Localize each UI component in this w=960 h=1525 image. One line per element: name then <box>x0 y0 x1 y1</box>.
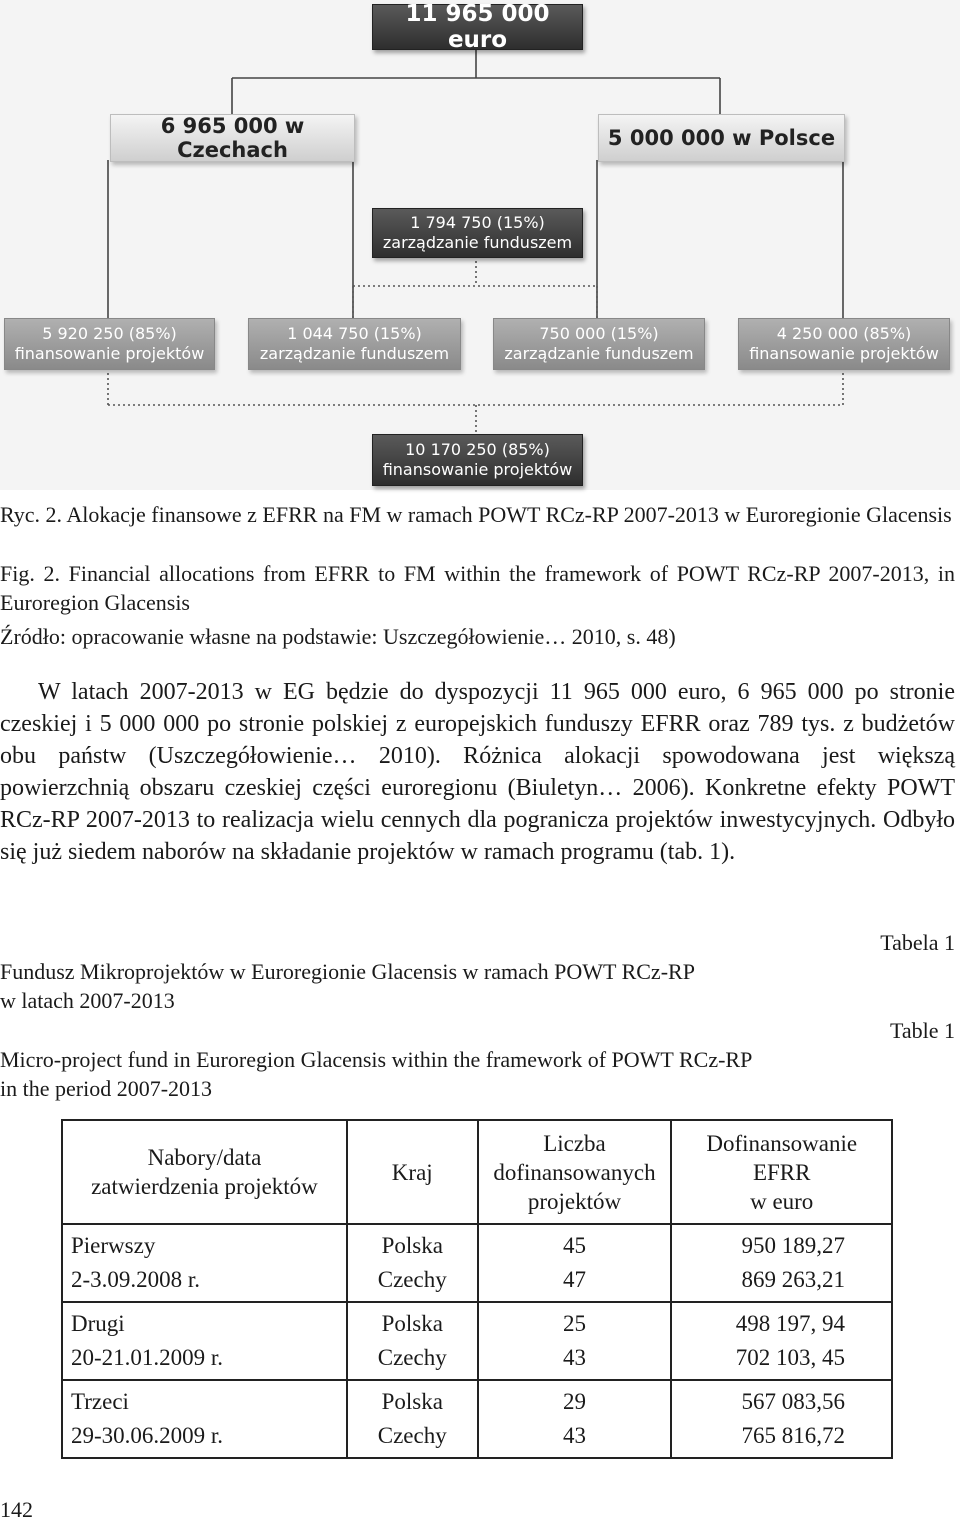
call-date: 2-3.09.2008 r. <box>71 1267 201 1292</box>
figure-source: Źródło: opracowanie własne na podstawie: Uszczegółowienie… 2010, s. 48) <box>0 624 676 649</box>
management-total-label: zarządzanie funduszem <box>382 233 573 252</box>
czech-allocation-label: 6 965 000 w Czechach <box>160 114 305 162</box>
count-value: 25 <box>562 1311 586 1336</box>
count-value: 29 <box>562 1389 586 1414</box>
poland-allocation-box <box>598 114 845 162</box>
poland-management-amount: 750 000 (15%) <box>539 324 659 343</box>
poland-management-label: zarządzanie funduszem <box>504 344 694 363</box>
czech-allocation-box <box>110 114 355 162</box>
micro-project-table <box>61 1119 893 1459</box>
count-cell <box>478 1224 672 1302</box>
header-funding-line3: w euro <box>750 1188 814 1214</box>
czech-management-amount: 1 044 750 (15%) <box>287 324 422 343</box>
table-title-en-line1: Micro-project fund in Euroregion Glacensis within the framework of POWT RCz-RP <box>0 1047 753 1072</box>
country-cell <box>347 1380 478 1458</box>
header-funding-line2: EFRR <box>752 1159 811 1185</box>
table-label-pl: Tabela 1 <box>880 930 955 955</box>
poland-allocation-label: 5 000 000 w Polsce <box>607 126 836 150</box>
amount-cell <box>671 1224 892 1302</box>
header-calls-dates <box>62 1120 347 1224</box>
country-cell <box>347 1224 478 1302</box>
table-header-row <box>62 1120 892 1224</box>
country-value: Czechy <box>377 1345 447 1370</box>
country-value: Polska <box>381 1233 443 1258</box>
table-row <box>62 1302 892 1380</box>
table-label-en: Table 1 <box>889 1018 955 1043</box>
call-cell <box>62 1302 347 1380</box>
count-cell <box>478 1302 672 1380</box>
poland-management-box <box>493 318 705 370</box>
call-date: 20-21.01.2009 r. <box>71 1345 224 1370</box>
call-date: 29-30.06.2009 r. <box>71 1423 224 1448</box>
count-value: 43 <box>562 1423 586 1448</box>
header-calls-line2: zatwierdzenia projektów <box>91 1174 318 1199</box>
page-number: 142 <box>0 1497 33 1522</box>
management-total-box <box>372 208 583 258</box>
country-value: Czechy <box>377 1423 447 1448</box>
figure-caption-en: Fig. 2. Financial allocations from EFRR to FM within the framework of POWT RCz-RP 2007-2013, in Euroregion Glacensis <box>0 561 955 615</box>
call-cell <box>62 1380 347 1458</box>
table-title-pl-line2: w latach 2007-2013 <box>0 988 175 1013</box>
amount-value: 765 816,72 <box>741 1423 845 1448</box>
figure-caption-pl: Ryc. 2. Alokacje finansowe z EFRR na FM w ramach POWT RCz-RP 2007-2013 w Euroregionie Glacensis <box>0 502 952 527</box>
header-funding-line1: Dofinansowanie <box>706 1130 858 1156</box>
amount-value: 567 083,56 <box>741 1389 845 1414</box>
header-count-line1: Liczba <box>543 1130 606 1156</box>
call-name: Drugi <box>71 1311 125 1336</box>
projects-total-label: finansowanie projektów <box>382 460 573 479</box>
header-count-line2: dofinansowanych <box>493 1159 656 1185</box>
country-value: Czechy <box>377 1267 447 1292</box>
czech-projects-label: finansowanie projektów <box>14 344 205 363</box>
projects-total-box <box>372 434 583 486</box>
count-cell <box>478 1380 672 1458</box>
count-value: 47 <box>562 1267 586 1292</box>
count-value: 45 <box>562 1233 586 1258</box>
amount-value: 702 103, 45 <box>735 1345 845 1370</box>
projects-total-amount: 10 170 250 (85%) <box>405 440 550 459</box>
czech-management-box <box>248 318 461 370</box>
call-cell <box>62 1224 347 1302</box>
amount-value: 950 189,27 <box>741 1233 845 1258</box>
amount-value: 869 263,21 <box>741 1267 845 1292</box>
body-paragraph: W latach 2007-2013 w EG będzie do dyspozycji 11 965 000 euro, 6 965 000 po stronie czeskiej i 5 000 000 po stronie polskiej z europejskich funduszy EFRR oraz 789 tys. z budżetów obu państw (Uszczegółowienie… 2010). Różnica alokacji spowodowana jest większą powierzchnią obszaru czeskiej części euroregionu (Biuletyn… 2006). Konkretne efekty POWT RCz-RP 2007-2013 to realizacja wielu cennych dla pogranicza projektów inwestycyjnych. Odbyło się już siedem naborów na składanie projektów w ramach programu (tab. 1). <box>0 679 955 865</box>
table-title-en-line2: in the period 2007-2013 <box>0 1076 213 1101</box>
call-name: Trzeci <box>71 1389 129 1414</box>
header-country-line1: Kraj <box>391 1159 433 1185</box>
allocation-diagram <box>0 0 960 490</box>
amount-cell <box>671 1302 892 1380</box>
header-project-count <box>478 1120 672 1224</box>
country-value: Polska <box>381 1389 443 1414</box>
table-row <box>62 1380 892 1458</box>
amount-value: 498 197, 94 <box>735 1311 845 1336</box>
header-count-line3: projektów <box>527 1188 622 1214</box>
country-value: Polska <box>381 1311 443 1336</box>
count-value: 43 <box>562 1345 586 1370</box>
poland-projects-amount: 4 250 000 (85%) <box>776 324 912 343</box>
czech-projects-box <box>4 318 215 370</box>
czech-management-label: zarządzanie funduszem <box>259 344 450 363</box>
header-calls-line1: Nabory/data <box>147 1145 262 1170</box>
czech-projects-amount: 5 920 250 (85%) <box>42 324 177 343</box>
table-row <box>62 1224 892 1302</box>
call-name: Pierwszy <box>71 1233 156 1258</box>
amount-cell <box>671 1380 892 1458</box>
header-country <box>347 1120 478 1224</box>
header-funding <box>671 1120 892 1224</box>
root-total-label: 11 965 000 euro <box>405 1 550 53</box>
poland-projects-box <box>738 318 950 370</box>
table-title-pl-line1: Fundusz Mikroprojektów w Euroregionie Glacensis w ramach POWT RCz-RP <box>0 959 695 984</box>
country-cell <box>347 1302 478 1380</box>
root-total-box <box>372 1 583 53</box>
poland-projects-label: finansowanie projektów <box>749 344 939 363</box>
management-total-amount: 1 794 750 (15%) <box>410 213 545 232</box>
